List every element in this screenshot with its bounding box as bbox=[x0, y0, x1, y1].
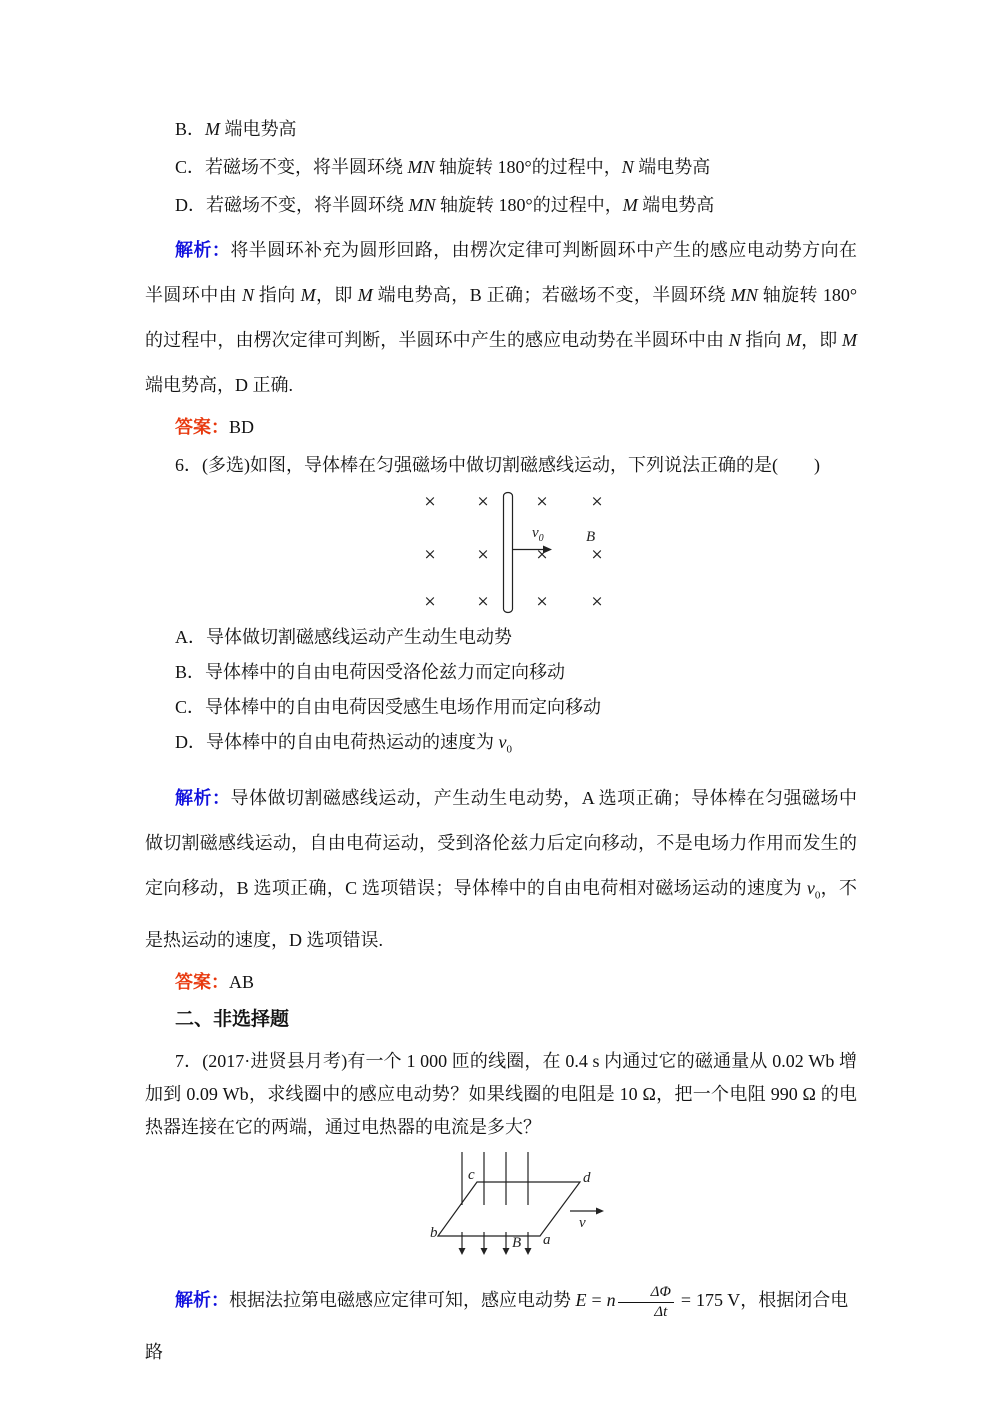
variable-MN: MN bbox=[407, 157, 435, 177]
q5-option-c bbox=[145, 148, 857, 186]
field-into-page-icon: × bbox=[590, 592, 604, 610]
q6-stem bbox=[145, 446, 857, 484]
analysis-label: 解析： bbox=[175, 240, 231, 260]
q7-diagram-coil-in-field bbox=[430, 1148, 640, 1262]
option-text: D．若磁场不变，将半圆环绕 bbox=[175, 195, 409, 215]
variable-v: v bbox=[498, 732, 507, 752]
field-arrow-head bbox=[481, 1248, 488, 1255]
option-text: 端电势高 bbox=[637, 195, 715, 215]
option-text: 端电势高 bbox=[633, 157, 711, 177]
analysis-text: ，根据闭合电路 bbox=[145, 1290, 849, 1363]
variable-n: n bbox=[606, 1290, 616, 1311]
fraction-numerator: ΔΦ bbox=[618, 1283, 674, 1303]
velocity-arrow-head bbox=[596, 1208, 604, 1215]
q6-option-d bbox=[145, 725, 857, 768]
coil-graphic bbox=[430, 1148, 640, 1262]
option-text: A．导体做切割磁感线运动产生动生电动势 bbox=[175, 627, 512, 647]
answer-value: BD bbox=[229, 417, 255, 437]
analysis-text: 指向 bbox=[253, 285, 301, 305]
q5-analysis-paragraph bbox=[145, 228, 857, 408]
variable-v-subscript: 0 bbox=[506, 743, 512, 756]
variable-M: M bbox=[205, 119, 221, 139]
q5-option-d bbox=[145, 186, 857, 224]
option-text: B． bbox=[175, 119, 206, 139]
q6-answer-line bbox=[145, 963, 857, 1001]
fraction-denominator: Δt bbox=[654, 1303, 668, 1320]
variable-M: M bbox=[300, 285, 316, 305]
q6-option-b bbox=[145, 655, 857, 690]
field-into-page-icon: × bbox=[535, 545, 549, 563]
field-into-page-icon: × bbox=[423, 492, 437, 510]
variable-N: N bbox=[728, 330, 741, 350]
field-arrow-head bbox=[459, 1248, 466, 1255]
option-text: B．导体棒中的自由电荷因受洛伦兹力而定向移动 bbox=[175, 662, 566, 682]
result-value: 175 V bbox=[696, 1290, 741, 1311]
q7-stem bbox=[145, 1045, 857, 1144]
field-into-page-icon: × bbox=[423, 545, 437, 563]
q7-analysis-line bbox=[145, 1274, 857, 1378]
field-arrow-head bbox=[503, 1248, 510, 1255]
analysis-text: ，即 bbox=[801, 330, 842, 350]
answer-label: 答案： bbox=[175, 417, 229, 437]
field-into-page-icon: × bbox=[476, 545, 490, 563]
analysis-text: ，即 bbox=[315, 285, 358, 305]
q6-analysis-paragraph bbox=[145, 776, 857, 964]
option-text: D．导体棒中的自由电荷热运动的速度为 bbox=[175, 732, 499, 752]
page-content bbox=[145, 110, 857, 1378]
variable-M: M bbox=[357, 285, 373, 305]
field-into-page-icon: × bbox=[476, 592, 490, 610]
coil-parallelogram bbox=[438, 1182, 580, 1236]
analysis-text: 将半圆环补充为圆形回路，由楞次定律可判断圆环中产生的感应电动势方向在半圆环中由 bbox=[145, 240, 858, 305]
variable-M: M bbox=[622, 195, 638, 215]
variable-E: E bbox=[575, 1290, 587, 1311]
corner-label-d: d bbox=[583, 1170, 591, 1187]
field-arrow-head bbox=[525, 1248, 532, 1255]
section-2-heading bbox=[145, 1001, 857, 1039]
field-label-B: B bbox=[512, 1235, 522, 1252]
variable-N: N bbox=[621, 157, 634, 177]
variable-M: M bbox=[842, 330, 857, 350]
field-into-page-icon: × bbox=[476, 492, 490, 510]
variable-v: v bbox=[806, 877, 815, 898]
analysis-text: 指向 bbox=[740, 330, 787, 350]
field-into-page-icon: × bbox=[535, 592, 549, 610]
q5-option-b bbox=[145, 110, 857, 148]
corner-label-b: b bbox=[430, 1225, 438, 1242]
option-text: C．导体棒中的自由电荷因受感生电场作用而定向移动 bbox=[175, 697, 602, 717]
question-text: 7．(2017·进贤县月考)有一个 1 000 匝的线圈，在 0.4 s 内通过它的磁通量从 0.02 Wb 增加到 0.09 Wb，求线圈中的感应电动势？如果线圈的电阻是 10 Ω，把一个电阻 990 Ω 的电热器连接在它的两端，通过电热器的电流是多大？ bbox=[145, 1051, 857, 1138]
q5-answer-line bbox=[145, 408, 857, 446]
field-into-page-icon: × bbox=[590, 545, 604, 563]
q6-option-a bbox=[145, 620, 857, 655]
velocity-subscript: 0 bbox=[538, 533, 544, 544]
equals-sign: = bbox=[591, 1290, 602, 1311]
analysis-text: 端电势高，B 正确；若磁场不变，半圆环绕 bbox=[372, 285, 731, 305]
velocity-label: v bbox=[579, 1215, 586, 1232]
field-into-page-icon: × bbox=[590, 492, 604, 510]
variable-MN: MN bbox=[730, 285, 758, 305]
answer-label: 答案： bbox=[175, 972, 229, 993]
question-text: 6．(多选)如图，导体棒在匀强磁场中做切割磁感线运动，下列说法正确的是( ) bbox=[175, 455, 820, 475]
variable-M: M bbox=[786, 330, 802, 350]
conductor-rod bbox=[504, 493, 513, 613]
flux-fraction bbox=[618, 1283, 674, 1322]
field-into-page-icon: × bbox=[535, 492, 549, 510]
q6-option-c bbox=[145, 690, 857, 725]
variable-v-subscript: 0 bbox=[814, 889, 821, 902]
velocity-symbol: v bbox=[532, 525, 539, 541]
velocity-label bbox=[532, 526, 544, 544]
analysis-text: 轴旋转 180°的过程中，由楞次定律可判断，半圆环中产生的感应电动势在半圆环中由 bbox=[145, 285, 858, 350]
q6-diagram-rod-in-field bbox=[415, 486, 625, 616]
analysis-text: ，不是热运动的速度，D 选项错误. bbox=[145, 877, 857, 951]
variable-N: N bbox=[241, 285, 254, 305]
variable-MN: MN bbox=[408, 195, 436, 215]
equals-sign: = bbox=[680, 1290, 692, 1311]
option-text: 轴旋转 180°的过程中， bbox=[434, 157, 622, 177]
field-label-B: B bbox=[586, 529, 596, 545]
option-text: 轴旋转 180°的过程中， bbox=[435, 195, 623, 215]
option-text: C．若磁场不变，将半圆环绕 bbox=[175, 157, 408, 177]
analysis-label: 解析： bbox=[175, 1290, 229, 1311]
analysis-text: 端电势高，D 正确. bbox=[145, 375, 293, 395]
field-into-page-icon: × bbox=[423, 592, 437, 610]
analysis-text: 根据法拉第电磁感应定律可知，感应电动势 bbox=[229, 1290, 576, 1311]
analysis-text: 导体做切割磁感线运动，产生动生电动势，A 选项正确；导体棒在匀强磁场中做切割磁感线运动，自由电荷运动，受到洛伦兹力后定向移动，不是电场力作用而发生的定向移动，B 选项正确，C 选项错误；导体棒中的自由电荷相对磁场运动的速度为 bbox=[145, 787, 857, 898]
corner-label-a: a bbox=[543, 1232, 551, 1249]
analysis-label: 解析： bbox=[175, 787, 231, 808]
answer-value: AB bbox=[229, 972, 255, 993]
corner-label-c: c bbox=[468, 1167, 475, 1184]
section-heading-text: 二、非选择题 bbox=[175, 1009, 290, 1031]
option-text: 端电势高 bbox=[220, 119, 297, 139]
